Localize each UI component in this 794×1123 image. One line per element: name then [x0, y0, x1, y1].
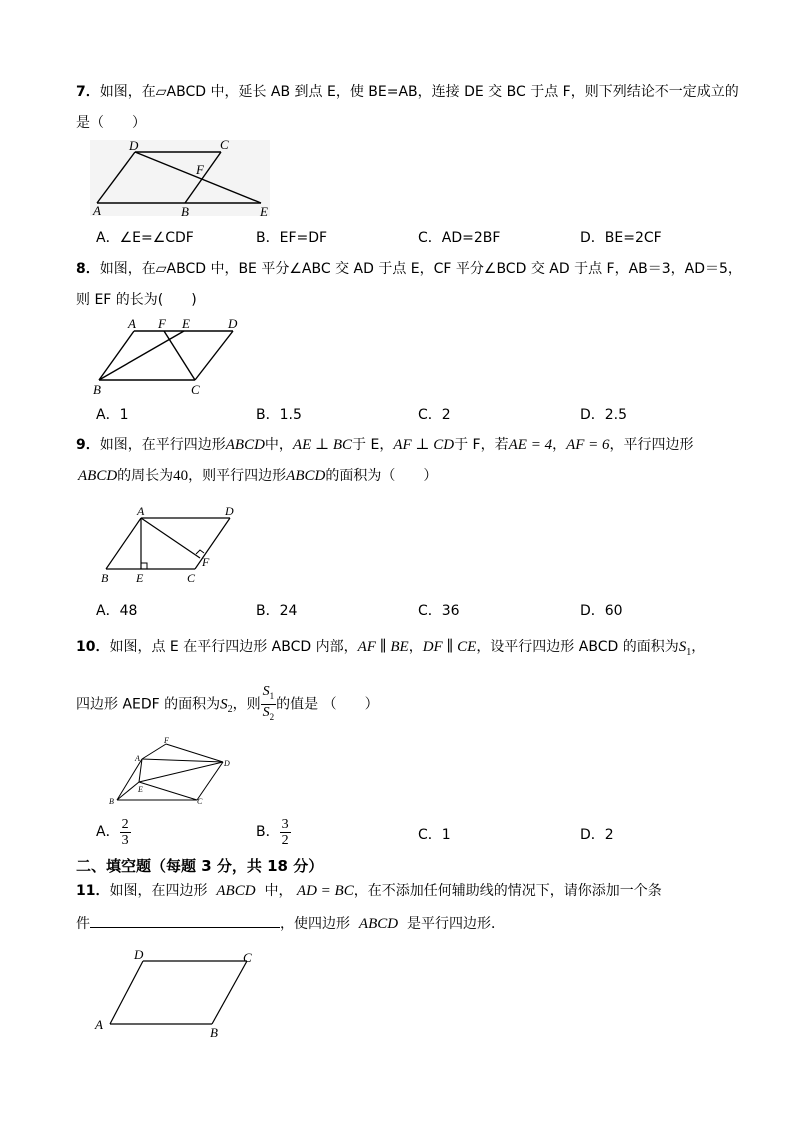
q11-answer-blank[interactable] [90, 913, 280, 928]
q9-abcd: ABCD [225, 437, 265, 453]
q10-number: 10． [76, 639, 110, 655]
q10-option-a-den: 3 [121, 832, 129, 848]
q9-label-c: C [187, 571, 196, 585]
q8-line1 [76, 259, 742, 279]
q7-label-e: E [260, 204, 268, 219]
q8-label-e: E [182, 316, 190, 331]
q8-option-b[interactable]: B．1.5 [256, 407, 302, 423]
q10-option-b[interactable] [256, 815, 291, 849]
q9-figure [96, 502, 246, 588]
q9-text-a: 如图，在平行四边形 [99, 437, 226, 453]
q11-text-e: ，在不添加任何辅助线的情况下，请你添加一个条 [353, 883, 662, 899]
q10-option-c[interactable]: C．1 [418, 827, 451, 843]
q7-option-d[interactable]: D．BE=2CF [580, 230, 662, 246]
q10-label-e: E [138, 785, 143, 794]
q9-text-g: 于 F，若 [454, 437, 509, 453]
q7-label-a: A [93, 203, 101, 218]
q8-label-a: A [128, 316, 136, 331]
q9-line2 [78, 466, 437, 486]
q11-abcd-2: ABCD [358, 916, 399, 932]
q11-text-a: 如图，在四边形 [109, 883, 208, 899]
q9-label-a: A [137, 504, 145, 518]
q7-line1 [76, 82, 739, 102]
q9-option-b[interactable]: B．24 [256, 603, 298, 619]
q9-ae-value: AE = 4 [508, 437, 553, 453]
q10-option-a-num: 2 [121, 816, 129, 832]
q10-text-a: 如图，点 E 在平行四边形 ABCD 内部， [109, 639, 358, 655]
q7-number: 7． [76, 84, 100, 100]
q8-label-b: B [93, 382, 101, 397]
q9-label-f: F [202, 555, 210, 569]
q10-text-c: ， [408, 639, 423, 655]
q9-label-d: D [225, 504, 234, 518]
q9-option-d[interactable]: D．60 [580, 603, 623, 619]
q10-text2-d: 的值是 （ ） [276, 696, 379, 713]
q8-label-f: F [158, 316, 166, 331]
q10-frac-den-sub: 2 [269, 711, 275, 722]
q11-line1 [76, 881, 662, 901]
q9-label-b: B [101, 571, 109, 585]
q10-option-b-num: 3 [281, 816, 289, 832]
q11-label-c: C [243, 950, 252, 965]
q10-option-a-fraction [120, 817, 131, 848]
q7-figure [90, 136, 272, 220]
q10-frac-den: S [262, 704, 270, 720]
q8-option-a[interactable]: A．1 [96, 407, 129, 423]
q7-option-c[interactable]: C．AD=2BF [418, 230, 501, 246]
q10-text-e: ，设平行四边形 ABCD 的面积为 [476, 639, 679, 655]
q10-s1: S [678, 639, 687, 655]
q10-label-b: B [109, 797, 114, 806]
q9-text2-d: ，则平行四边形 [188, 468, 287, 484]
q9-perimeter: 40 [173, 468, 189, 484]
q9-text2-b: 的周长为 [117, 468, 174, 484]
q11-label-d: D [134, 947, 144, 962]
q10-fraction [261, 684, 277, 725]
q11-text2-a: 件 [76, 916, 90, 932]
q9-ae-perp-bc: AE ⊥ BC [292, 437, 353, 453]
q9-text-i: ， [552, 437, 567, 453]
q8-figure [90, 314, 250, 400]
section-heading-fill-in: 二、填空题（每题 3 分，共 18 分） [76, 857, 324, 875]
q10-figure [104, 734, 234, 808]
q9-abcd-2: ABCD [78, 468, 118, 484]
q7-label-f: F [196, 162, 204, 177]
q11-text-c: 中， [264, 883, 293, 899]
q9-text-k: ，平行四边形 [609, 437, 694, 453]
q8-label-d: D [228, 316, 238, 331]
q10-frac-num-sub: 1 [269, 690, 275, 701]
q7-label-b: B [181, 204, 189, 219]
q9-text-e: 于 E， [352, 437, 394, 453]
q10-option-b-prefix: B． [256, 824, 280, 840]
q8-option-c[interactable]: C．2 [418, 407, 451, 423]
q11-text2-d: 是平行四边形． [406, 916, 505, 932]
q10-af-parallel-be: AF ∥ BE [357, 639, 409, 655]
q11-figure [90, 944, 260, 1040]
q10-s2-sub: 2 [227, 704, 233, 716]
q10-line1 [76, 637, 705, 663]
q9-line1 [76, 435, 694, 455]
q9-af-perp-cd: AF ⊥ CD [393, 437, 455, 453]
q7-option-b[interactable]: B．EF=DF [256, 230, 328, 246]
q10-frac-num: S [262, 684, 270, 699]
q10-text2-a: 四边形 AEDF 的面积为 [76, 696, 221, 713]
q9-option-a[interactable]: A．48 [96, 603, 138, 619]
q7-text-line2: 是（ ） [76, 115, 146, 131]
q11-text2-b: ，使四边形 [280, 916, 350, 932]
q8-text-line2: 则 EF 的长为( ) [76, 292, 197, 308]
q8-option-d[interactable]: D．2.5 [580, 407, 628, 423]
q10-text-g: ， [691, 639, 706, 655]
q10-option-b-fraction [280, 817, 291, 848]
q8-label-c: C [191, 382, 200, 397]
q11-label-b: B [210, 1025, 218, 1040]
q7-text-line1: 如图，在▱ABCD 中，延长 AB 到点 E，使 BE=AB，连接 DE 交 BC 于点 F，则下列结论不一定成立的 [99, 84, 739, 100]
q11-abcd: ABCD [216, 883, 256, 899]
q10-s2: S [220, 696, 228, 713]
q11-number: 11． [76, 883, 110, 899]
q10-label-f: F [164, 736, 169, 745]
q10-text2-c: ，则 [232, 696, 261, 713]
q10-s1-sub: 1 [686, 646, 692, 658]
q9-abcd-3: ABCD [286, 468, 326, 484]
q11-line2 [76, 913, 505, 934]
q10-option-a-prefix: A． [96, 824, 120, 840]
q7-option-a[interactable]: A．∠E=∠CDF [96, 230, 194, 246]
q10-option-d[interactable]: D．2 [580, 827, 614, 843]
q9-number: 9． [76, 437, 100, 453]
q10-label-d: D [224, 759, 230, 768]
q10-line2 [76, 684, 379, 727]
q8-number: 8． [76, 261, 100, 277]
q9-text2-f: 的面积为（ ） [325, 468, 438, 484]
q7-label-d: D [129, 138, 139, 153]
q7-label-c: C [220, 137, 229, 152]
q10-option-a[interactable] [96, 815, 131, 849]
q9-text-c: 中， [264, 437, 293, 453]
q10-option-b-den: 2 [281, 832, 289, 848]
q11-ad-eq-bc: AD = BC [296, 883, 354, 899]
q10-df-parallel-ce: DF ∥ CE [422, 639, 477, 655]
q10-label-c: C [197, 797, 203, 806]
q9-af-value: AF = 6 [566, 437, 610, 453]
q11-label-a: A [95, 1017, 103, 1032]
q10-label-a: A [135, 754, 140, 763]
q9-label-e: E [136, 571, 144, 585]
q9-option-c[interactable]: C．36 [418, 603, 460, 619]
q8-text-line1: 如图，在▱ABCD 中，BE 平分∠ABC 交 AD 于点 E，CF 平分∠BCD 交 AD 于点 F，AB＝3，AD＝5， [99, 261, 742, 277]
